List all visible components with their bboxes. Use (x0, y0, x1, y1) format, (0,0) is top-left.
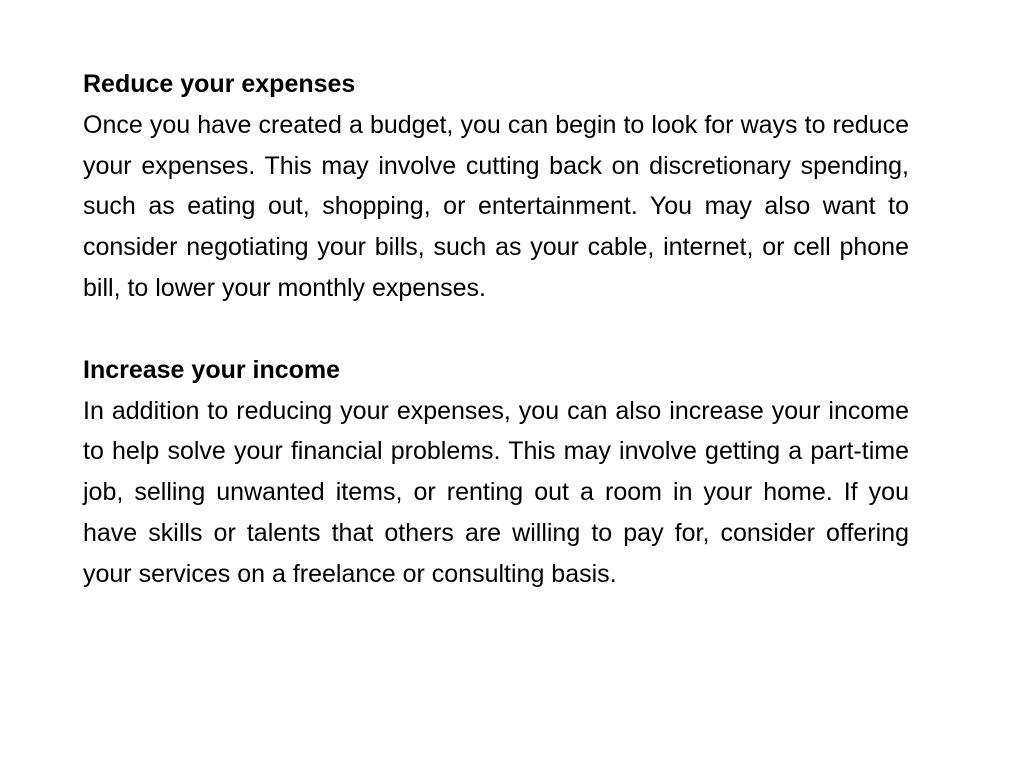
section-heading: Reduce your expenses (83, 70, 356, 98)
slide-content (83, 64, 909, 595)
section-increase-income (83, 350, 909, 595)
section-reduce-expenses (83, 64, 909, 309)
section-body: Once you have created a budget, you can begin to look for ways to reduce your expenses. This may involve cutting back on discretionary spending, such as eating out, shopping, or entertainment. You may also want to consider negotiating your bills, such as your cable, internet, or cell phone bill, to lower your monthly expenses. (83, 110, 909, 302)
section-body: In addition to reducing your expenses, you can also increase your income to help solve your financial problems. This may involve getting a part-time job, selling unwanted items, or renting out a room in your home. If you have skills or talents that others are willing to pay for, consider offering your services on a freelance or consulting basis. (83, 396, 909, 588)
section-heading: Increase your income (83, 355, 341, 384)
